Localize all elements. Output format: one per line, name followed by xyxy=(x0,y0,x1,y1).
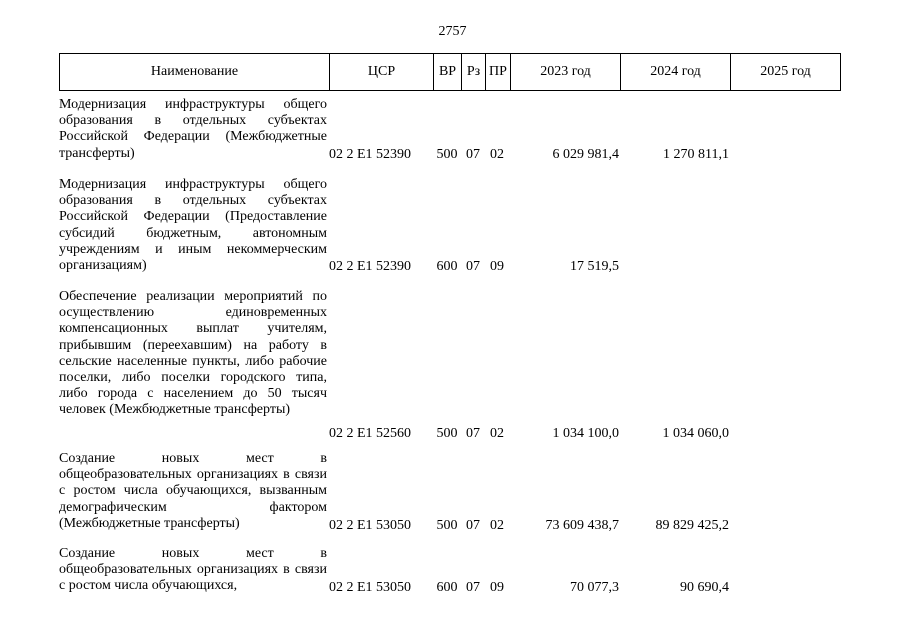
row-2023: 17 519,5 xyxy=(570,258,619,274)
row-rz: 07 xyxy=(466,146,480,162)
row-2024: 90 690,4 xyxy=(680,579,729,595)
row-pr: 02 xyxy=(490,146,504,162)
header-rz: Рз xyxy=(462,54,486,91)
header-pr: ПР xyxy=(486,54,511,91)
row-name: Создание новых мест в общеобразовательных организациях в связи с ростом числа обучающихся, xyxy=(59,546,327,594)
row-vr: 600 xyxy=(436,579,458,595)
header-vr: ВР xyxy=(434,54,462,91)
row-name: Обеспечение реализации мероприятий по осуществлению единовременных компенсационных выплат учителям, прибывшим (переехавшим) на работу в сельские населенные пункты, либо рабочие поселки, либо поселки городского типа, либо города с населением до 50 тысяч человек (Межбюджетные трансферты) xyxy=(59,289,327,418)
row-csr: 02 2 Е1 52560 xyxy=(329,425,412,441)
row-pr: 09 xyxy=(490,258,504,274)
header-2024: 2024 год xyxy=(621,54,731,91)
row-pr: 09 xyxy=(490,579,504,595)
table-row xyxy=(59,451,840,534)
row-rz: 07 xyxy=(466,579,480,595)
row-csr: 02 2 Е1 52390 xyxy=(329,258,412,274)
row-2023: 1 034 100,0 xyxy=(552,425,619,441)
row-name: Модернизация инфраструктуры общего образования в отдельных субъектах Российской Федерации (Предоставление субсидий бюджетным, автономным учреждениям и иным некоммерческим организациям) xyxy=(59,177,327,274)
header-name: Наименование xyxy=(60,54,330,91)
table-header xyxy=(59,53,841,91)
table-row xyxy=(59,546,840,596)
header-2023: 2023 год xyxy=(511,54,621,91)
row-rz: 07 xyxy=(466,425,480,441)
row-2023: 6 029 981,4 xyxy=(552,146,619,162)
row-2023: 70 077,3 xyxy=(570,579,619,595)
row-pr: 02 xyxy=(490,425,504,441)
row-2024: 1 270 811,1 xyxy=(663,146,729,162)
table-row xyxy=(59,97,840,163)
row-vr: 600 xyxy=(436,258,458,274)
row-csr: 02 2 Е1 53050 xyxy=(329,517,412,533)
row-pr: 02 xyxy=(490,517,504,533)
row-csr: 02 2 Е1 53050 xyxy=(329,579,412,595)
row-vr: 500 xyxy=(436,146,458,162)
row-2024: 1 034 060,0 xyxy=(662,425,729,441)
row-rz: 07 xyxy=(466,517,480,533)
header-2025: 2025 год xyxy=(731,54,841,91)
header-csr: ЦСР xyxy=(330,54,434,91)
row-name: Модернизация инфраструктуры общего образования в отдельных субъектах Российской Федерации (Межбюджетные трансферты) xyxy=(59,97,327,161)
row-name: Создание новых мест в общеобразовательных организациях в связи с ростом числа обучающихся, вызванным демографическим фактором (Межбюджетные трансферты) xyxy=(59,451,327,531)
row-2024: 89 829 425,2 xyxy=(655,517,729,533)
row-vr: 500 xyxy=(436,425,458,441)
row-2023: 73 609 438,7 xyxy=(545,517,619,533)
table-row xyxy=(59,177,840,275)
table-row xyxy=(59,289,840,442)
page-number: 2757 xyxy=(438,24,467,39)
row-csr: 02 2 Е1 52390 xyxy=(329,146,412,162)
row-rz: 07 xyxy=(466,258,480,274)
row-vr: 500 xyxy=(436,517,458,533)
